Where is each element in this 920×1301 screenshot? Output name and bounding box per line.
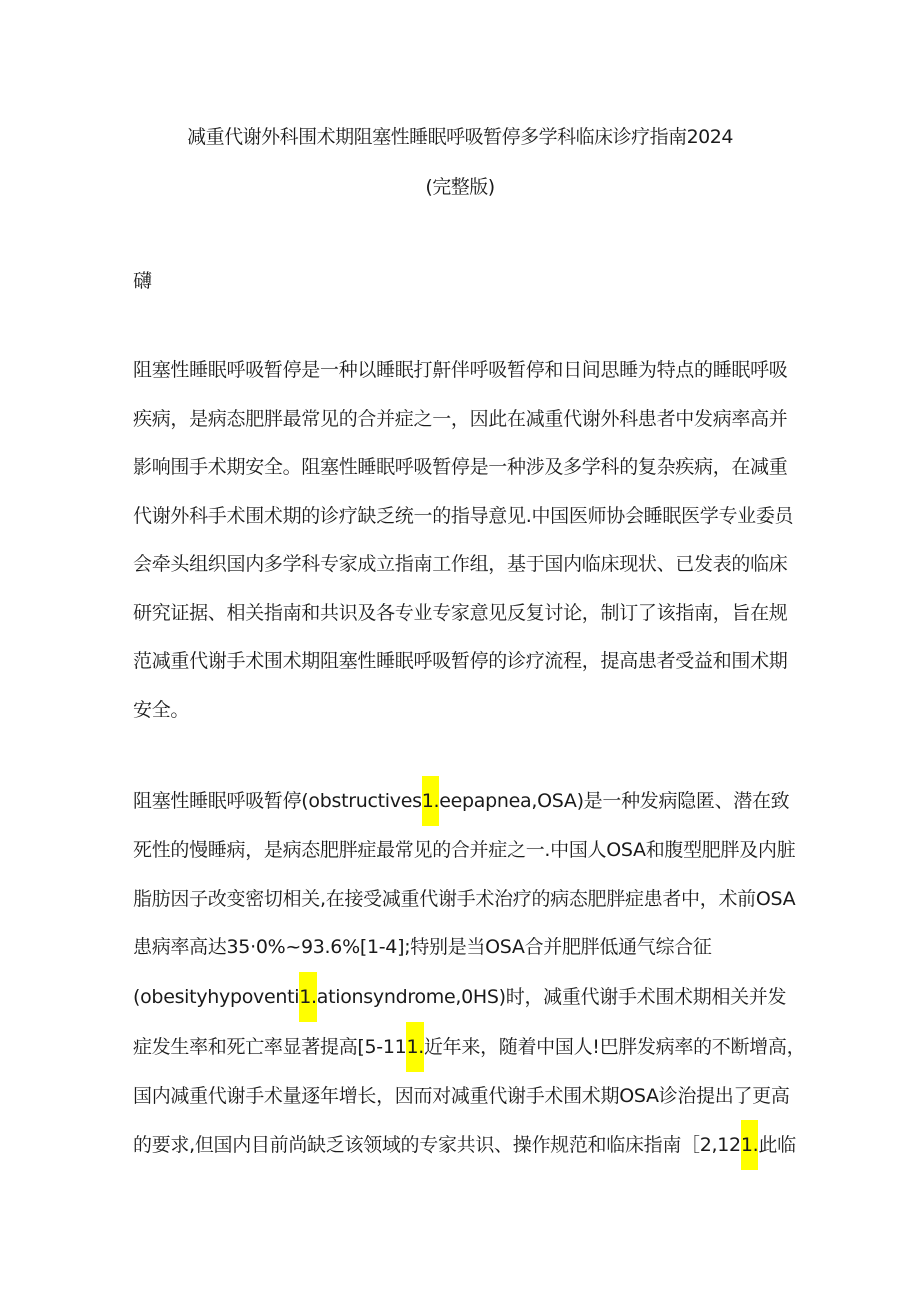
paragraph-line: 范减重代谢手术围术期阻塞性睡眠呼吸暂停的诊疗流程，提高患者受益和围术期 (133, 650, 788, 672)
paragraph-line (133, 1120, 795, 1170)
paragraph-intro (133, 346, 795, 734)
highlight-mark: 1. (299, 972, 317, 1022)
highlight-mark: 1. (406, 1022, 424, 1072)
text-segment: (obesityhypoventi (133, 985, 300, 1008)
document-title: 减重代谢外科围术期阻塞性睡眠呼吸暂停多学科临床诊疗指南2024 (187, 126, 733, 148)
paragraph-line: 阻塞性睡眠呼吸暂停是一种以睡眠打鼾伴呼吸暂停和日间思睡为特点的睡眠呼吸 (133, 359, 788, 381)
paragraph-line: 安全。 (133, 698, 190, 721)
text-segment: 此临 (758, 1134, 796, 1156)
highlight-mark: 1. (422, 776, 440, 826)
document-subtitle: (完整版) (425, 176, 495, 198)
paragraph-line (133, 776, 795, 826)
paragraph-line: 代谢外科手术围术期的诊疗缺乏统一的指导意见.中国医师协会睡眠医学专业委员 (133, 504, 794, 527)
paragraph-line (133, 1022, 806, 1072)
paragraph-line (133, 972, 795, 1022)
abstract-label: 礴 (133, 270, 153, 292)
paragraph-line: 疾病，是病态肥胖最常见的合并症之一，因此在减重代谢外科患者中发病率高并 (133, 407, 788, 430)
paragraph-line: 会牵头组织国内多学科专家成立指南工作组，基于国内临床现状、已发表的临床 (133, 553, 788, 575)
text-segment: 症发生率和死亡率显著提高[5-11 (133, 1035, 407, 1058)
text-segment: 阻塞性睡眠呼吸暂停(obstructives (133, 790, 422, 812)
highlight-mark: 1. (741, 1120, 759, 1170)
paragraph-line: 脂肪因子改变密切相关,在接受减重代谢手术治疗的病态肥胖症患者中，术前OSA (133, 887, 796, 910)
paragraph-line: 死性的慢睡病，是病态肥胖症最常见的合并症之一.中国人OSA和腹型肥胖及内脏 (133, 839, 796, 861)
paragraph-line: 患病率高达35·0%~93.6%[1-4];特别是当OSA合并肥胖低通气综合征 (133, 936, 712, 958)
text-segment: 的要求,但国内目前尚缺乏该领域的专家共识、操作规范和临床指南［2,12 (133, 1134, 741, 1156)
text-segment: ationsyndrome,0HS)时，减重代谢手术围术期相关并发 (316, 985, 787, 1008)
paragraph-line: 国内减重代谢手术量逐年增长，因而对减重代谢手术围术期OSA诊治提出了更高 (133, 1084, 790, 1107)
paragraph-line: 影响围手术期安全。阻塞性睡眠呼吸暂停是一种涉及多学科的复杂疾病，在减重 (133, 456, 788, 478)
paragraph-line: 研究证据、相关指南和共识及各专业专家意见反复讨论，制订了该指南，旨在规 (133, 601, 788, 624)
text-segment: eepapnea,OSA)是一种发病隐匿、潜在致 (439, 790, 790, 812)
text-segment: 近年来，随着中国人!巴胖发病率的不断增高， (423, 1035, 806, 1058)
paragraph-osa (133, 776, 806, 1170)
